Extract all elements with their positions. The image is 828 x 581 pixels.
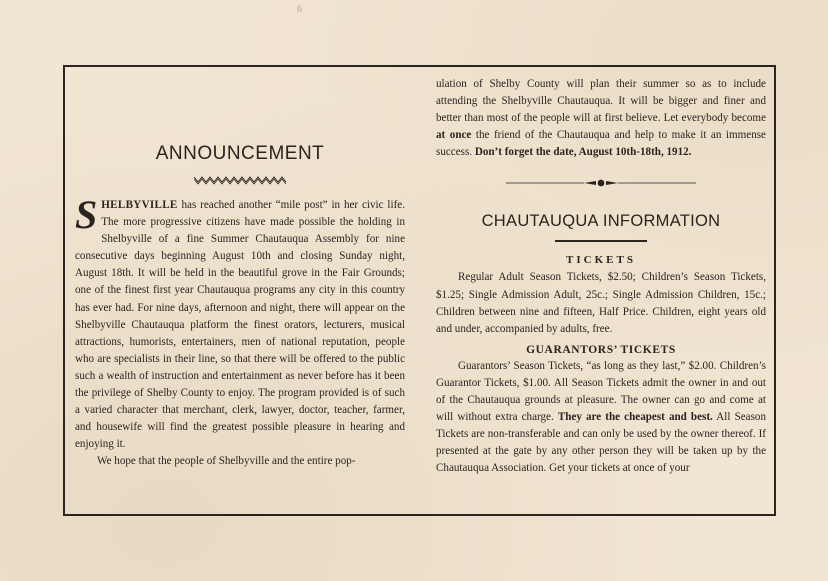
drop-cap: S	[75, 192, 98, 237]
left-column	[75, 76, 405, 471]
continuation-bold-1: at once	[436, 129, 472, 142]
guarantors-text-1: Guarantors’ Season Tickets, “as long as they last,” $2.00. Children’s Guarantor Tickets, $1.00. All Season Tickets admit the owner in and out of the Chautauqua grounds at pleasure. The owner can go and come at will without extra charge.	[436, 359, 766, 424]
guarantors-text-2: All Season Tickets are non-transferable and can only be used by the owner thereof. If presented at the gate by any other person they will be taken up by the Chautauqua Association. Get your tickets at once of your	[436, 411, 766, 475]
guarantors-heading: GUARANTORS’ TICKETS	[526, 343, 676, 356]
announcement-title: ANNOUNCEMENT	[155, 143, 325, 164]
guarantors-bold: They are the cheapest and best.	[557, 411, 713, 424]
right-column	[436, 76, 766, 478]
continuation-bold-2: Don’t forget the date, August 10th-18th, 1912.	[474, 146, 692, 159]
announcement-paragraph-2-text: We hope that the people of Shelbyville and the entire pop-	[97, 455, 356, 468]
page-mark: 6	[297, 4, 302, 15]
announcement-paragraph-2	[75, 453, 405, 470]
tickets-paragraph	[436, 269, 766, 337]
title-underline	[555, 240, 647, 242]
guarantors-paragraph	[436, 358, 766, 478]
tickets-heading: TICKETS	[566, 254, 636, 267]
continuation-paragraph	[436, 76, 766, 161]
tickets-text: Regular Adult Season Tickets, $2.50; Children’s Season Tickets, $1.25; Single Admission Adult, 25c.; Single Admission Children, 15c.; Children between nine and fifteen, Half Price. Children, eight years old and under, accompanied by adults, free.	[436, 271, 766, 335]
section-divider-icon	[506, 178, 696, 188]
lead-word: HELBYVILLE	[101, 199, 178, 211]
announcement-paragraph	[75, 192, 405, 453]
info-title: CHAUTAUQUA INFORMATION	[481, 212, 721, 231]
continuation-text: ulation of Shelby County will plan their summer so as to include attending the Shelbyville Chautauqua. It will be bigger and finer and better than most of the people will at first believe. Let everybody become	[436, 78, 766, 125]
wave-ornament-icon	[194, 175, 286, 185]
announcement-body: has reached another “mile post” in her civic life. The more progressive citizens have made possible the holding in Shelbyville of a fine Summer Chautauqua Assembly for nine consecutive days beginning August 10th and closing Sunday night, August 18th. It will be held in the beautiful grove in the Fair Grounds; one of the finest first year Chautauqua programs any city in this country has ever had. For nine days, afternoon and night, there will appear on the Shelbyville Chautauqua platform the finest orators, lecturers, musical attractions, humorists, entertainers, men of national reputation, people who are specialists in their line, so that there will be offered to the public such a wealth of instruction and entertainment as never before has it been the privilege of Shelby County to enjoy. The program provided is of such a varied character that merchant, clerk, lawyer, doctor, teacher, farmer, and housewife will find the greatest possible pleasure in hearing and enjoying it.	[75, 199, 405, 451]
continuation-text-2: the friend of the Chautauqua and help to make it an immense success.	[436, 129, 766, 159]
